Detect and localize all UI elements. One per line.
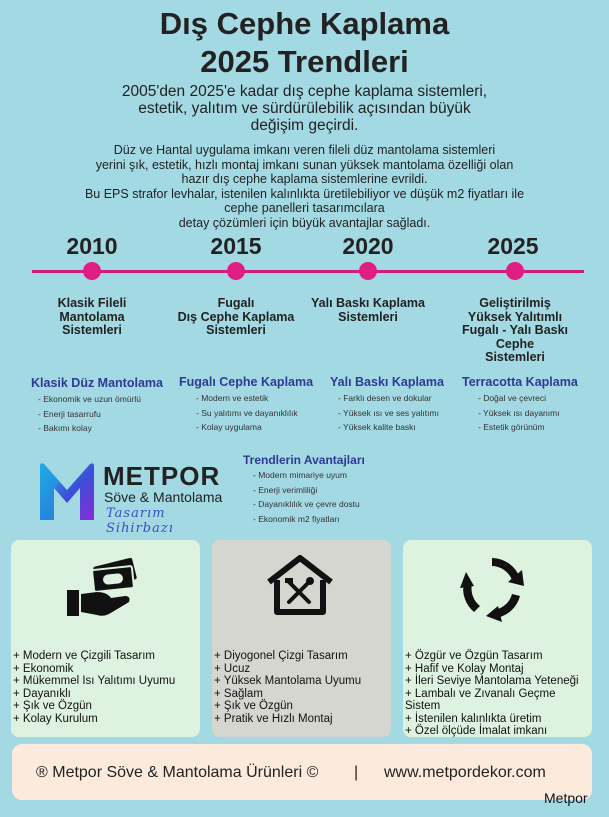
page-title-line1: Dış Cephe Kaplama xyxy=(159,6,450,41)
timeline-dot xyxy=(506,262,524,280)
description-line: Düz ve Hantal uygulama imkanı veren fileli düz mantolama sistemleri xyxy=(113,143,496,157)
feature-item: + İstenilen kalınlıkta üretim xyxy=(405,712,542,725)
system-column xyxy=(462,375,578,435)
timeline-dot xyxy=(227,262,245,280)
timeline-label-line: Sistemleri xyxy=(338,309,398,324)
hand-money-icon xyxy=(67,556,141,618)
timeline-label-line: Yüksek Yalıtımlı xyxy=(467,309,563,324)
intro-line: 2005'den 2025'e kadar dış cephe kaplama sistemleri, xyxy=(121,83,488,100)
recycle-arrows-icon xyxy=(456,552,528,624)
system-column xyxy=(330,375,444,435)
advantages-title: Trendlerin Avantajları xyxy=(243,453,365,467)
advantage-item: - Enerji verimliliği xyxy=(253,484,318,495)
column-item: - Modern ve estetik xyxy=(196,393,269,403)
column-item: - Farklı desen ve dokular xyxy=(338,393,432,403)
timeline-label xyxy=(450,297,580,365)
column-item: - Su yalıtımı ve dayanıklılık xyxy=(196,407,298,418)
feature-item: + Özgür ve Özgün Tasarım xyxy=(405,650,543,662)
feature-item: + Kolay Kurulum xyxy=(13,712,98,725)
description-text xyxy=(40,143,569,230)
feature-card xyxy=(403,540,592,737)
column-item: - Enerji tasarrufu xyxy=(38,408,101,419)
metpor-m-icon xyxy=(36,460,98,522)
feature-item: + Lambalı ve Zıvanalı Geçme Sistem xyxy=(405,687,556,712)
timeline-dot xyxy=(83,262,101,280)
timeline-label-line: Cephe xyxy=(495,336,535,351)
feature-item: + Dayanıklı xyxy=(13,687,71,700)
timeline-label-line: Sistemleri xyxy=(62,323,122,337)
feature-item: + Şık ve Özgün xyxy=(214,700,293,712)
column-item: - Yüksek kalite baskı xyxy=(338,422,416,432)
timeline-label-line: Fugalı xyxy=(217,296,255,310)
feature-item: + Hafif ve Kolay Montaj xyxy=(405,662,524,675)
column-heading: Fugalı Cephe Kaplama xyxy=(179,375,314,389)
feature-item: + Pratik ve Hızlı Montaj xyxy=(214,712,333,725)
column-item: - Yüksek ısı ve ses yalıtımı xyxy=(338,407,439,418)
logo-tagline: Tasarım Sihirbazı xyxy=(106,506,174,536)
feature-item: + Modern ve Çizgili Tasarım xyxy=(13,650,155,662)
feature-item: + Şık ve Özgün xyxy=(13,700,92,712)
column-item: - Yüksek ısı dayanımı xyxy=(478,407,560,418)
timeline-label-line: Sistemleri xyxy=(206,323,266,337)
page-title-line2: 2025 Trendleri xyxy=(200,44,409,79)
footer xyxy=(12,744,592,800)
advantage-item: - Ekonomik m2 fiyatları xyxy=(253,513,340,524)
timeline-label-line: Geliştirilmiş xyxy=(479,296,551,310)
feature-item: + Yüksek Mantolama Uyumu xyxy=(214,675,362,687)
timeline-label-line: Fugalı - Yalı Baskı xyxy=(461,323,569,337)
watermark: Metpor xyxy=(544,790,588,806)
feature-item: + Ekonomik xyxy=(13,662,74,675)
timeline-label xyxy=(27,297,157,338)
description-line: cephe panelleri tasarımcılara xyxy=(224,201,385,215)
timeline-dot xyxy=(359,262,377,280)
feature-item: + Özel ölçüde İmalat imkanı xyxy=(405,725,548,737)
column-item: - Ekonomik ve uzun ömürlü xyxy=(38,394,141,404)
advantages-section xyxy=(243,453,365,526)
footer-separator: | xyxy=(354,764,359,781)
timeline-year: 2015 xyxy=(210,233,262,259)
feature-item: + Diyogonel Çizgi Tasarım xyxy=(214,650,348,662)
system-column xyxy=(179,375,313,435)
column-item: - Kolay uygulama xyxy=(196,422,262,432)
description-line: yerini şık, estetik, hızlı montaj imkanı sunan yüksek mantolama özelliği olan xyxy=(95,157,514,172)
logo-name: METPOR xyxy=(103,461,221,491)
timeline-label-line: Yalı Baskı Kaplama xyxy=(311,296,425,310)
system-column xyxy=(31,376,163,436)
description-line: detay çözümleri için büyük avantajlar sağladı. xyxy=(178,215,431,230)
feature-item: + Sağlam xyxy=(214,687,263,700)
intro-line: değişim geçirdi. xyxy=(250,117,359,134)
house-tools-icon xyxy=(265,552,335,618)
timeline-label xyxy=(171,297,301,338)
column-heading: Terracotta Kaplama xyxy=(462,375,578,389)
description-line: Bu EPS strafor levhalar, istenilen kalınlıkta üretilebiliyor ve düşük m2 fiyatları ile xyxy=(84,186,525,201)
timeline-year: 2010 xyxy=(66,233,118,259)
footer-copyright: ® Metpor Söve & Mantolama Ürünleri © xyxy=(36,764,319,781)
advantage-item: - Modern mimariye uyum xyxy=(253,470,347,480)
feature-card xyxy=(11,540,200,737)
column-item: - Estetik görünüm xyxy=(478,422,545,432)
footer-website-link[interactable]: www.metpordekor.com xyxy=(384,764,546,781)
column-heading: Klasik Düz Mantolama xyxy=(31,376,163,390)
column-item: - Bakımı kolay xyxy=(38,423,92,433)
advantage-item: - Dayanıklılık ve çevre dostu xyxy=(253,499,360,509)
timeline-label-line: Dış Cephe Kaplama xyxy=(177,309,295,324)
timeline-label xyxy=(303,297,433,324)
logo-subtitle: Söve & Mantolama xyxy=(104,489,223,505)
timeline-year: 2025 xyxy=(487,233,539,259)
metpor-logo xyxy=(36,458,231,536)
intro-line: estetik, yalıtım ve sürdürülebilik açısından büyük xyxy=(138,100,471,117)
intro-text xyxy=(60,83,549,134)
timeline-year: 2020 xyxy=(342,233,394,259)
feature-item: + Ucuz xyxy=(214,662,251,675)
column-item: - Doğal ve çevreci xyxy=(478,393,547,403)
feature-item: + Mükemmel Isı Yalıtımı Uyumu xyxy=(13,675,176,687)
timeline-label-line: Sistemleri xyxy=(485,350,545,364)
feature-card xyxy=(212,540,391,737)
timeline-label-line: Klasik Fileli xyxy=(57,296,127,310)
column-heading: Yalı Baskı Kaplama xyxy=(330,375,444,389)
timeline-label-line: Mantolama xyxy=(59,309,125,324)
description-line: hazır dış cephe kaplama sistemlerine evrildi. xyxy=(181,172,428,186)
timeline-line xyxy=(32,270,584,273)
feature-item: + İleri Seviye Mantolama Yeteneği xyxy=(405,675,579,687)
